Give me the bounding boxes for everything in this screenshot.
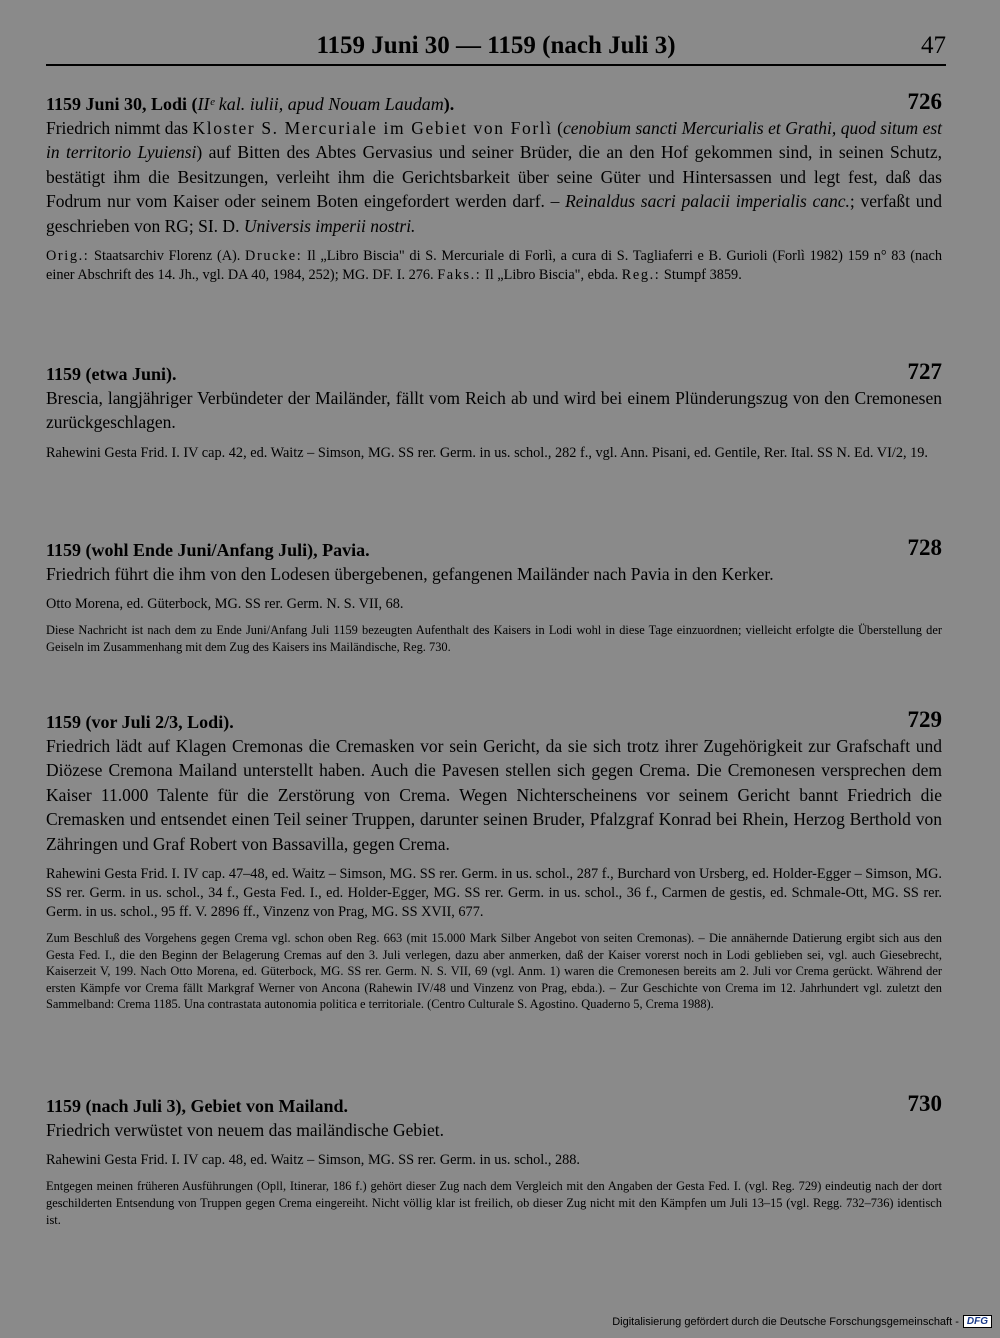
entry-sources: Orig.: Staatsarchiv Florenz (A). Drucke: Il „Libro Biscia" di S. Mercuriale di Forlì, a cura di S. Tagliaferri e B. Gurioli (Forlì 1982) 159 n° 83 (nach einer Abschrift des 14. Jh., vgl. DA 40, 1984, 252); MG. DF. I. 276. Faks.: Il „Libro Biscia", ebda. Reg.: Stumpf 3859. [46,248,942,284]
page-header [46,30,946,66]
footer [612,1315,992,1328]
entry-number: 727 [907,359,942,384]
entry-727 [46,359,942,463]
page-number: 47 [921,32,946,59]
entry-body: Friedrich führt die ihm von den Lodesen übergebenen, gefangenen Mailänder nach Pavia in den Kerker. [46,564,774,584]
entry-heading: 1159 (vor Juli 2/3, Lodi). 729 [46,707,942,732]
entry-heading: 1159 (etwa Juni). 727 [46,359,942,384]
entry-sources: Rahewini Gesta Frid. I. IV cap. 48, ed. Waitz – Simson, MG. SS rer. Germ. in us. schol., 288. [46,1152,581,1169]
running-title: 1159 Juni 30 — 1159 (nach Juli 3) [316,32,676,59]
entry-730 [46,1091,942,1228]
entry-number: 730 [907,1091,942,1116]
entry-sources: Otto Morena, ed. Güterbock, MG. SS rer. Germ. N. S. VII, 68. [46,596,404,613]
entry-body: Friedrich verwüstet von neuem das mailändische Gebiet. [46,1120,445,1140]
entry-726 [46,89,943,285]
entry-728 [46,535,942,656]
entry-heading: 1159 (nach Juli 3), Gebiet von Mailand. 730 [46,1091,942,1116]
entry-heading: 1159 (wohl Ende Juni/Anfang Juli), Pavia. 728 [46,535,942,560]
entry-number: 726 [907,89,942,114]
entry-sources: Rahewini Gesta Frid. I. IV cap. 42, ed. Waitz – Simson, MG. SS rer. Germ. in us. schol., 282 f., vgl. Ann. Pisani, ed. Gentile, Rer. Ital. SS N. Ed. VI/2, 19. [46,444,929,461]
entry-body: Friedrich nimmt das Kloster S. Mercuriale im Gebiet von Forlì (cenobium sancti Mercurialis et Grathi, quod situm est in territorio Lyuiensi) auf Bitten des Abtes Gervasius und seiner Brüder, die an den Hof gekommen sind, in seinen Schutz, bestätigt ihm die Besitzungen, verleiht ihm die Gerichtsbarkeit über seine Güter und Hintersassen und legt fest, daß das Fodrum nur vom Kaiser oder seinem Boten eingefordert werden darf. – Reinaldus sacri palacii imperialis canc.; verfaßt und geschrieben von RG; SI. D. Universis imperii nostri. [46,118,943,236]
entry-note: Entgegen meinen früheren Ausführungen (Opll, Itinerar, 186 f.) gehört dieser Zug nach dem Vergleich mit den Angaben der Gesta Fed. I. (vgl. Reg. 729) eindeutig nach der dort geschilderten Entsendung von Truppen gegen Crema eingereiht. Nicht völlig klar ist freilich, ob dieser Zug nicht mit den Kämpfen um Juli 13–15 (vgl. Regg. 732–736) identisch ist. [46,1179,942,1227]
entry-number: 728 [907,535,942,560]
footer-text: Digitalisierung gefördert durch die Deutsche Forschungsgemeinschaft - [612,1315,959,1328]
entry-number: 729 [907,707,942,732]
entry-sources: Rahewini Gesta Frid. I. IV cap. 47–48, ed. Waitz – Simson, MG. SS rer. Germ. in us. schol., 287 f., Burchard von Ursberg, ed. Holder-Egger – Simson, MG. SS rer. Germ. in us. schol., 34 f., Gesta Fed. I., ed. Holder-Egger, MG. SS rer. Germ. in us. schol., 36 f., Carmen de gestis, ed. Schmale-Ott, MG. SS rer. Germ. in us. schol., 95 ff. V. 2896 ff., Vinzenz von Prag, MG. SS XVII, 677. [46,866,942,921]
entry-body: Friedrich lädt auf Klagen Cremonas die Cremasken vor sein Gericht, da sie sich trotz ihrer Zugehörigkeit zur Grafschaft und Diözese Cremona Mailand unterstellt haben. Auch die Pavesen stellen sich gegen Crema. Die Cremonesen versprechen dem Kaiser 11.000 Talente für die Zerstörung von Crema. Wegen Nichterscheinens vor seinem Gericht bannt Friedrich die Cremasken und entsendet einen Teil seiner Truppen, darunter seinen Bruder, Pfalzgraf Konrad bei Rhein, Herzog Berthold von Zähringen und Graf Robert von Bassavilla, gegen Crema. [46,736,942,854]
dfg-logo-icon: DFG [963,1315,992,1328]
entry-note: Zum Beschluß des Vorgehens gegen Crema vgl. schon oben Reg. 663 (mit 15.000 Mark Silber Angebot von seiten Cremonas). – Die annähernde Datierung ergibt sich aus den Gesta Fed. I., die den Beginn der Belagerung Cremas auf den 3. Juli verlegen, dazu aber anmerken, daß der Kaiser vorerst noch in Lodi geblieben sei, vgl. auch Giesebrecht, Kaiserzeit V, 199. Nach Otto Morena, ed. Güterbock, MG. SS rer. Germ. N. S. VII, 69 (vgl. Anm. 1) waren die Cremonesen bereits am 2. Juli vor Crema gerückt. Während der ersten Kämpfe vor Crema fällt Markgraf Werner von Ancona (Rahewin IV/48 und Vinzenz von Prag, ebda.). – Zur Geschichte von Crema im 12. Jahrhundert vgl. zuletzt den Sammelband: Crema 1185. Una contrastata autonomia politica e territoriale. (Centro Culturale S. Agostino. Quaderno 5, Crema 1988). [46,931,942,1012]
entry-body: Brescia, langjähriger Verbündeter der Mailänder, fällt vom Reich ab und wird bei einem Plünderungszug von den Cremonesen zurückgeschlagen. [46,388,942,433]
entry-note: Diese Nachricht ist nach dem zu Ende Juni/Anfang Juli 1159 bezeugten Aufenthalt des Kaisers in Lodi wohl in diese Tage einzuordnen; vielleicht erfolgte die Überstellung der Geiseln im Zusammenhang mit dem Zug des Kaisers ins Mailändische, Reg. 730. [46,623,942,654]
entry-heading: 1159 Juni 30, Lodi (IIᵉ kal. iulii, apud Nouam Laudam). 726 [46,89,942,114]
entry-729 [46,707,942,1013]
